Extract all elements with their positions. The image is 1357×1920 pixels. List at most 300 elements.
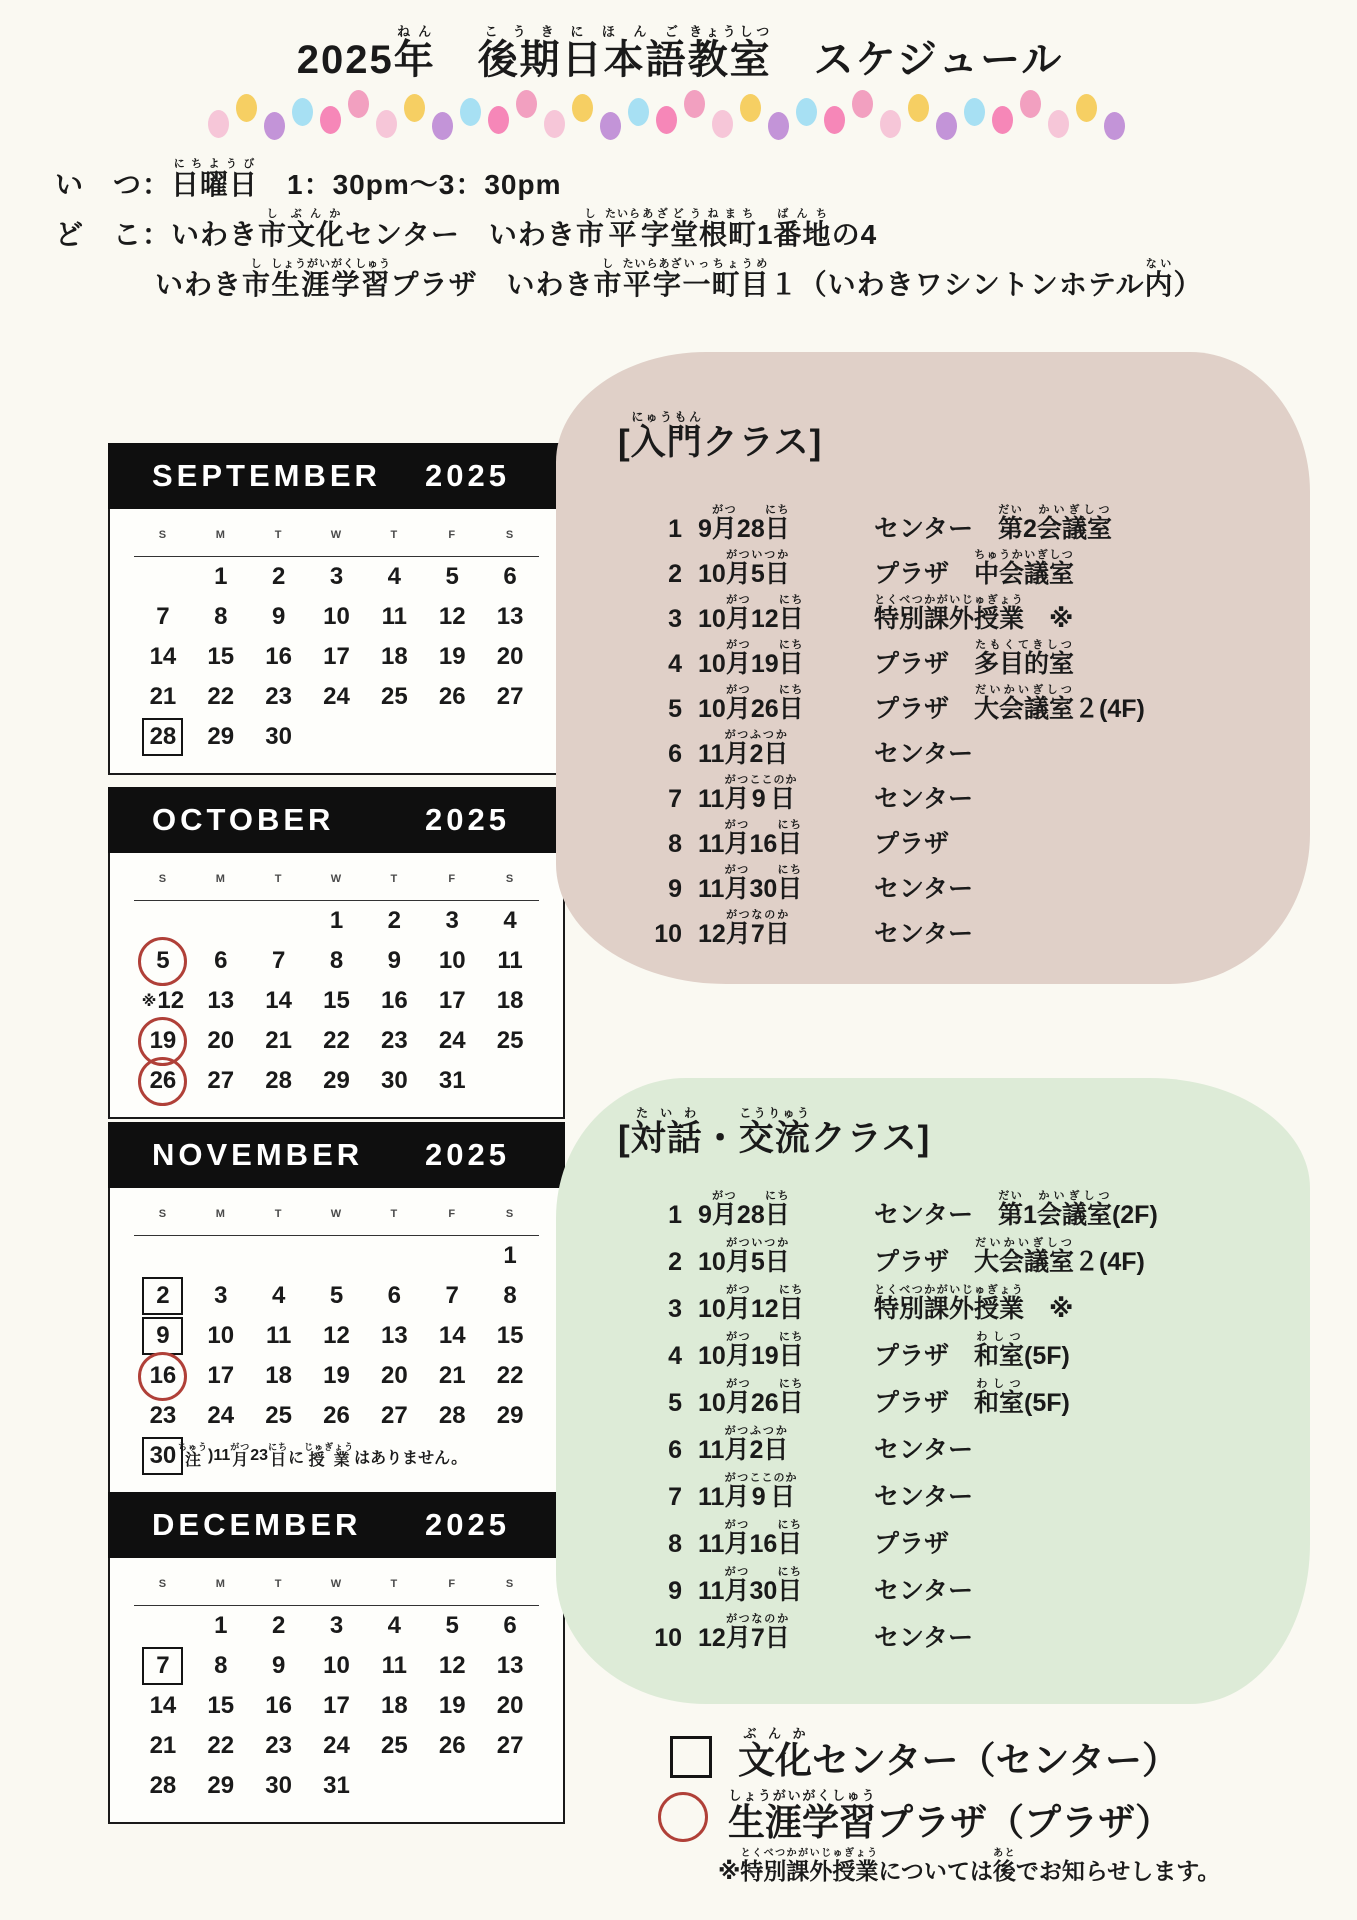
day-cell: 27 <box>496 683 524 710</box>
day-cell: 3 <box>214 1282 228 1309</box>
day-cell: 29 <box>207 723 235 750</box>
class-item <box>618 1464 1280 1511</box>
decorative-dot <box>208 110 229 138</box>
day-cell: 13 <box>496 1652 524 1679</box>
day-cell: 7 <box>156 603 170 630</box>
day-cell: 30 <box>381 1067 408 1094</box>
class-header-nyumon: [入門にゅうもんクラス] <box>618 410 823 462</box>
weekday-row <box>134 873 539 901</box>
day-cell: 31 <box>323 1772 350 1799</box>
weekday-label: F <box>448 873 457 885</box>
day-cell: 13 <box>381 1322 408 1349</box>
decorative-dot <box>712 110 733 138</box>
item-date: 10月がつ12日にち <box>698 593 804 633</box>
day-cell: 1 <box>329 907 344 934</box>
decorative-dot <box>1104 112 1125 140</box>
day-cell: 24 <box>438 1027 466 1054</box>
page-title: 2025年ねん 後期こうき日本語にほんご教室きょうしつ スケジュール <box>296 24 1064 82</box>
item-location: 特別課外授業とくべつかがいじゅぎょう ※ <box>874 1283 1074 1323</box>
calendar-year-label: 2025 <box>425 1507 510 1542</box>
day-cell: 19 <box>323 1362 350 1389</box>
decorative-dot <box>1048 110 1069 138</box>
class-item <box>618 858 1280 903</box>
day-cell: 8 <box>503 1282 517 1309</box>
empty-cell <box>134 1606 192 1646</box>
item-number: 8 <box>668 1529 682 1558</box>
calendar-year-label: 2025 <box>425 1137 510 1172</box>
item-date: 10月がつ12日にち <box>698 1283 804 1323</box>
day-cell: 17 <box>323 1692 350 1719</box>
plaza-circle-mark: 16 <box>138 1352 187 1401</box>
item-location: プラザ 大会議室だいかいぎしつ２(4F) <box>874 683 1145 723</box>
decorative-dot <box>404 94 425 122</box>
calendar-october <box>108 787 565 1119</box>
empty-cell <box>481 1061 539 1101</box>
class-item <box>618 498 1280 543</box>
day-cell: 2 <box>271 1612 286 1639</box>
info-where-plaza: いわき市し生涯学習しょうがいがくしゅうプラザ いわき市し平字たいらあざ一町目いっちょうめ１（いわきワシントンホテル内ない） <box>155 258 1203 300</box>
item-number: 1 <box>668 514 682 543</box>
day-cell: 1 <box>214 563 228 590</box>
class-item <box>618 813 1280 858</box>
day-cell: 10 <box>438 947 466 974</box>
day-cell: 27 <box>207 1067 235 1094</box>
day-cell: 13 <box>496 603 524 630</box>
item-number: 8 <box>668 829 682 858</box>
class-item <box>618 1182 1280 1229</box>
class-item <box>618 1276 1280 1323</box>
weekday-label: F <box>448 1578 457 1590</box>
day-cell: 8 <box>214 603 228 630</box>
day-cell: 10 <box>323 603 350 630</box>
weekday-label: S <box>505 1208 515 1220</box>
item-number: 5 <box>668 694 682 723</box>
class-item <box>618 1605 1280 1652</box>
day-cell: 13 <box>207 987 235 1014</box>
info-when: い つ：日曜日にちようび 1：30pm〜3：30pm <box>55 158 562 200</box>
weekday-label: T <box>274 1578 283 1590</box>
day-cell: 1 <box>503 1242 517 1269</box>
center-box-mark: 2 <box>142 1277 183 1315</box>
calendar-grid <box>134 901 539 1101</box>
weekday-label: W <box>330 1208 343 1220</box>
class-item <box>618 1417 1280 1464</box>
class-item <box>618 633 1280 678</box>
day-cell: 12 <box>438 603 466 630</box>
day-cell: 4 <box>387 1612 402 1639</box>
day-cell: 9 <box>387 947 402 974</box>
center-box-mark: 28 <box>142 718 183 756</box>
day-cell: 7 <box>445 1282 459 1309</box>
day-cell: 30 <box>265 723 292 750</box>
day-cell: 27 <box>496 1732 524 1759</box>
day-cell: 29 <box>496 1402 524 1429</box>
day-cell: 9 <box>271 1652 286 1679</box>
day-cell: 6 <box>503 1612 517 1639</box>
day-cell: 21 <box>149 1732 177 1759</box>
weekday-label: W <box>330 529 343 541</box>
day-cell <box>134 1061 192 1101</box>
empty-cell <box>134 1236 192 1276</box>
item-location: プラザ 多目的室たもくてきしつ <box>874 638 1075 678</box>
decorative-dot <box>488 106 509 134</box>
day-cell <box>134 1276 192 1316</box>
weekday-label: T <box>390 529 399 541</box>
item-location: センター <box>874 739 974 768</box>
center-box-mark: 7 <box>142 1647 183 1685</box>
weekday-label: S <box>505 873 515 885</box>
day-cell: 16 <box>381 987 408 1014</box>
calendar-month-label: DECEMBER <box>152 1507 362 1542</box>
item-date: 9月がつ28日にち <box>698 1189 790 1229</box>
weekday-label: S <box>158 1208 168 1220</box>
weekday-label: S <box>505 1578 515 1590</box>
item-location: センター <box>874 1623 974 1652</box>
weekday-label: T <box>274 873 283 885</box>
day-cell: 28 <box>265 1067 292 1094</box>
day-cell: 4 <box>271 1282 286 1309</box>
decorative-dot <box>348 90 369 118</box>
item-location: プラザ 和室わしつ(5F) <box>874 1330 1070 1370</box>
day-cell <box>134 1646 192 1686</box>
weekday-label: S <box>158 1578 168 1590</box>
class-item <box>618 1511 1280 1558</box>
item-number: 2 <box>668 559 682 588</box>
day-cell: 25 <box>381 683 408 710</box>
class-item <box>618 903 1280 948</box>
decorative-dot <box>460 98 481 126</box>
day-cell: 14 <box>438 1322 466 1349</box>
empty-cell <box>250 901 308 941</box>
info-block <box>55 158 1203 308</box>
weekday-label: S <box>158 873 168 885</box>
decorative-dot <box>600 112 621 140</box>
empty-cell <box>134 901 192 941</box>
day-cell: 14 <box>149 1692 177 1719</box>
decorative-dot <box>684 90 705 118</box>
decorative-dot <box>376 110 397 138</box>
item-date: 10月がつ26日にち <box>698 1377 804 1417</box>
day-cell: 25 <box>265 1402 292 1429</box>
item-number: 6 <box>668 1435 682 1464</box>
day-cell: 17 <box>438 987 466 1014</box>
class-items-taiwa <box>618 1182 1280 1652</box>
empty-cell <box>481 1436 539 1476</box>
day-cell: ※ 12 <box>141 987 185 1014</box>
item-date: 11月がつ30日にち <box>698 1565 803 1605</box>
day-cell: 22 <box>323 1027 350 1054</box>
item-location: センター <box>874 784 974 813</box>
day-cell: 15 <box>207 643 235 670</box>
day-cell: 31 <box>438 1067 466 1094</box>
class-item <box>618 678 1280 723</box>
day-cell: 8 <box>214 1652 228 1679</box>
item-location: プラザ 中会議室ちゅうかいぎしつ <box>874 548 1075 588</box>
plaza-circle-mark: 19 <box>138 1017 187 1066</box>
weekday-label: T <box>390 1578 399 1590</box>
day-cell: 4 <box>387 563 402 590</box>
day-cell: 12 <box>323 1322 350 1349</box>
class-item <box>618 1229 1280 1276</box>
calendar-note: 注ちゅう )11 月がつ 23 日にち に 授業じゅぎょう はありません。 <box>178 1442 468 1469</box>
empty-cell <box>481 1766 539 1806</box>
item-number: 7 <box>668 784 682 813</box>
weekday-label: M <box>215 529 226 541</box>
decorative-dots <box>208 100 1132 150</box>
weekday-row <box>134 1208 539 1236</box>
item-number: 4 <box>668 649 682 678</box>
weekday-row <box>134 529 539 557</box>
legend-plaza-label: 生涯学習しょうがいがくしゅうプラザ（プラザ） <box>728 1788 1172 1843</box>
day-cell: 21 <box>438 1362 466 1389</box>
weekday-label: S <box>505 529 515 541</box>
weekday-label: T <box>390 873 399 885</box>
day-cell: 12 <box>438 1652 466 1679</box>
day-cell: 15 <box>207 1692 235 1719</box>
decorative-dot <box>768 112 789 140</box>
item-number: 1 <box>668 1200 682 1229</box>
weekday-label: W <box>330 1578 343 1590</box>
day-cell: 3 <box>329 1612 344 1639</box>
day-cell: 4 <box>503 907 517 934</box>
weekday-label: M <box>215 1578 226 1590</box>
plaza-circle-mark: 26 <box>138 1057 187 1106</box>
calendar-header <box>108 1122 565 1188</box>
legend-center <box>664 1726 1179 1782</box>
day-cell: 10 <box>323 1652 350 1679</box>
day-cell: 20 <box>496 643 524 670</box>
item-location: センター <box>874 874 974 903</box>
item-location: センター 第だい2会議室かいぎしつ <box>874 503 1112 543</box>
day-cell <box>134 1021 192 1061</box>
decorative-dot <box>824 106 845 134</box>
day-cell: 21 <box>265 1027 292 1054</box>
item-date: 10月がつ5日いつか <box>698 548 790 588</box>
decorative-dot <box>1076 94 1097 122</box>
item-number: 10 <box>654 1623 682 1652</box>
item-number: 5 <box>668 1388 682 1417</box>
item-date: 10月がつ5日いつか <box>698 1236 790 1276</box>
item-number: 3 <box>668 604 682 633</box>
day-cell: 22 <box>496 1362 524 1389</box>
weekday-label: T <box>274 529 283 541</box>
item-date: 10月がつ19日にち <box>698 638 804 678</box>
class-header-taiwa: [対話たいわ・交流こうりゅうクラス] <box>618 1106 931 1158</box>
calendar-header <box>108 443 565 509</box>
decorative-dot <box>908 94 929 122</box>
day-cell: 18 <box>496 987 524 1014</box>
day-cell: 5 <box>445 563 459 590</box>
empty-cell <box>423 717 481 757</box>
calendar-grid <box>134 1606 539 1806</box>
day-cell: 24 <box>207 1402 235 1429</box>
weekday-label: F <box>448 1208 457 1220</box>
day-cell: 26 <box>438 683 466 710</box>
class-blob-taiwa <box>556 1078 1310 1704</box>
calendar-month-label: NOVEMBER <box>152 1137 364 1172</box>
item-date: 11月がつ9日ここのか <box>698 1471 798 1511</box>
item-date: 11月がつ16日にち <box>698 1518 803 1558</box>
day-cell: 5 <box>445 1612 459 1639</box>
square-icon <box>670 1736 712 1778</box>
decorative-dot <box>992 106 1013 134</box>
day-cell: 23 <box>149 1402 177 1429</box>
class-item <box>618 1370 1280 1417</box>
decorative-dot <box>264 112 285 140</box>
empty-cell <box>308 717 366 757</box>
empty-cell <box>365 1236 423 1276</box>
day-cell: 18 <box>265 1362 292 1389</box>
item-location: センター <box>874 1435 974 1464</box>
day-cell: 20 <box>207 1027 235 1054</box>
empty-cell <box>365 717 423 757</box>
calendar-header <box>108 1492 565 1558</box>
class-items-nyumon <box>618 498 1280 948</box>
weekday-label: T <box>390 1208 399 1220</box>
decorative-dot <box>236 94 257 122</box>
empty-cell <box>250 1236 308 1276</box>
decorative-dot <box>572 94 593 122</box>
day-cell: 20 <box>381 1362 408 1389</box>
day-cell: 15 <box>496 1322 524 1349</box>
day-cell: 11 <box>381 1652 408 1679</box>
weekday-label: M <box>215 1208 226 1220</box>
calendar-month-label: SEPTEMBER <box>152 458 381 493</box>
decorative-dot <box>544 110 565 138</box>
day-cell <box>134 717 192 757</box>
day-cell: 25 <box>381 1732 408 1759</box>
decorative-dot <box>1020 90 1041 118</box>
day-cell: 26 <box>438 1732 466 1759</box>
weekday-row <box>134 1578 539 1606</box>
item-location: 特別課外授業とくべつかがいじゅぎょう ※ <box>874 593 1074 633</box>
circle-icon <box>658 1792 708 1842</box>
day-cell: 16 <box>265 643 292 670</box>
item-location: プラザ <box>874 829 950 858</box>
plaza-circle-mark: 5 <box>138 937 187 986</box>
decorative-dot <box>628 98 649 126</box>
day-cell: 17 <box>207 1362 235 1389</box>
calendar-year-label: 2025 <box>425 458 510 493</box>
calendar-year-label: 2025 <box>425 802 510 837</box>
decorative-dot <box>432 112 453 140</box>
empty-cell <box>481 717 539 757</box>
day-cell: 25 <box>496 1027 524 1054</box>
day-cell: 14 <box>149 643 177 670</box>
day-cell: 20 <box>496 1692 524 1719</box>
class-item <box>618 723 1280 768</box>
day-cell <box>134 941 192 981</box>
day-cell: 16 <box>265 1692 292 1719</box>
empty-cell <box>365 1766 423 1806</box>
day-cell: 3 <box>329 563 344 590</box>
day-cell: 29 <box>323 1067 350 1094</box>
day-cell: 8 <box>329 947 344 974</box>
day-cell: 14 <box>265 987 292 1014</box>
decorative-dot <box>740 94 761 122</box>
day-cell: 18 <box>381 643 408 670</box>
legend-note: ※特別課外授業とくべつかがいじゅぎょうについては後あとでお知らせします。 <box>718 1848 1221 1884</box>
decorative-dot <box>852 90 873 118</box>
day-cell: 23 <box>265 683 292 710</box>
empty-cell <box>423 1236 481 1276</box>
day-cell: 30 <box>265 1772 292 1799</box>
class-item <box>618 1323 1280 1370</box>
item-date: 9月がつ28日にち <box>698 503 790 543</box>
item-location: センター <box>874 1576 974 1605</box>
class-item <box>618 1558 1280 1605</box>
item-date: 12月がつ7日なのか <box>698 908 790 948</box>
decorative-dot <box>964 98 985 126</box>
calendar-december <box>108 1492 565 1824</box>
day-cell: 22 <box>207 1732 235 1759</box>
weekday-label: F <box>448 529 457 541</box>
item-location: センター <box>874 919 974 948</box>
decorative-dot <box>936 112 957 140</box>
day-cell: 5 <box>329 1282 344 1309</box>
legend-plaza <box>658 1788 1172 1844</box>
empty-cell <box>192 901 250 941</box>
item-number: 9 <box>668 874 682 903</box>
day-cell: 6 <box>503 563 517 590</box>
page-header <box>20 24 1340 91</box>
center-box-mark: 9 <box>142 1317 183 1355</box>
item-number: 7 <box>668 1482 682 1511</box>
empty-cell <box>134 557 192 597</box>
calendar-september <box>108 443 565 775</box>
decorative-dot <box>880 110 901 138</box>
calendar-grid <box>134 557 539 757</box>
empty-cell <box>308 1236 366 1276</box>
item-date: 10月がつ26日にち <box>698 683 804 723</box>
item-location: センター <box>874 1482 974 1511</box>
item-location: プラザ <box>874 1529 950 1558</box>
item-date: 11月がつ16日にち <box>698 818 803 858</box>
item-number: 2 <box>668 1247 682 1276</box>
day-cell: 11 <box>497 947 523 974</box>
day-cell: 10 <box>207 1322 235 1349</box>
day-cell: 9 <box>271 603 286 630</box>
calendar-body <box>108 1188 565 1494</box>
item-number: 6 <box>668 739 682 768</box>
day-cell: 1 <box>214 1612 228 1639</box>
empty-cell <box>423 1766 481 1806</box>
class-item <box>618 543 1280 588</box>
day-cell: 28 <box>149 1772 177 1799</box>
decorative-dot <box>320 106 341 134</box>
item-location: センター 第だい1会議室かいぎしつ(2F) <box>874 1189 1158 1229</box>
legend-center-label: 文化ぶんかセンター（センター） <box>738 1726 1180 1781</box>
info-where-center: ど こ：いわき市し文化ぶんかセンター いわき市し平たいら字あざ堂根町どうねまち1番地ばんちの4 <box>55 208 878 250</box>
decorative-dot <box>292 98 313 126</box>
class-item <box>618 768 1280 813</box>
empty-cell <box>192 1236 250 1276</box>
calendar-body <box>108 509 565 775</box>
day-cell: 18 <box>381 1692 408 1719</box>
item-number: 4 <box>668 1341 682 1370</box>
weekday-label: T <box>274 1208 283 1220</box>
extra-class-asterisk: ※ <box>141 993 157 1010</box>
day-cell: 2 <box>271 563 286 590</box>
center-box-mark: 30 <box>142 1437 183 1475</box>
day-cell: 21 <box>149 683 177 710</box>
item-location: プラザ 大会議室だいかいぎしつ２(4F) <box>874 1236 1145 1276</box>
item-date: 11月がつ9日ここのか <box>698 773 798 813</box>
item-date: 12月がつ7日なのか <box>698 1612 790 1652</box>
class-item <box>618 588 1280 633</box>
day-cell: 23 <box>381 1027 408 1054</box>
day-cell: 24 <box>323 1732 350 1759</box>
